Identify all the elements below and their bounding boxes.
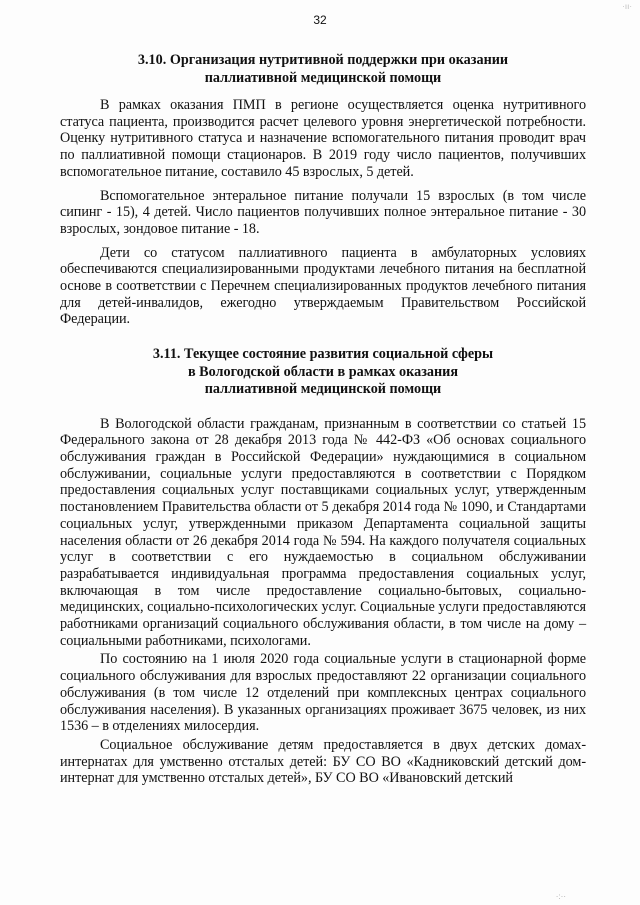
paragraph-children-homes: Социальное обслуживание детям предоставляется в двух детских домах-интернатах для умственно отсталых детей: БУ СО ВО «Кадниковский детский дом-интернат для умственно отсталых детей», БУ СО ВО «Ивановский детский — [60, 737, 586, 787]
paragraph-social-services-law: В Вологодской области гражданам, признанным в соответствии со статьей 15 Федерального закона от 28 декабря 2013 года № 442-ФЗ «Об основах социального обслуживания граждан в Российской Федерации» нуждающимися в социальном обслуживании, социальные услуги предоставляются в соответствии с Порядком предоставления социальных услуг поставщиками социальных услуг, утвержденным постановлением Правительства области от 5 декабря 2014 года № 1090, и Стандартами социальных услуг, утвержденными приказом Департамента социальной защиты населения области от 26 декабря 2014 года № 594. На каждого получателя социальных услуг в соответствии с его нуждаемостью в социальном обслуживании разрабатывается индивидуальная программа предоставления социальных услуг, включающая в том числе предоставление социально-бытовых, социально-медицинских, социально-психологических услуг. Социальные услуги предоставляются работниками организаций социального обслуживания области, в том числе на дому – социальными работниками, психологами. — [60, 415, 586, 649]
section-heading-3-10 — [60, 52, 586, 87]
paragraph-enteral-nutrition: Вспомогательное энтеральное питание получали 15 взрослых (в том числе сипинг - 15), 4 детей. Число пациентов получивших полное энтеральное питание - 30 взрослых, зондовое питание - 18. — [60, 187, 586, 237]
section-heading-3-11-line1: 3.11. Текущее состояние развития социальной сферы — [152, 346, 494, 363]
scan-artifact-mark-bottom: ·:·· — [555, 892, 566, 901]
page-number: 32 — [313, 13, 327, 27]
section-heading-3-10-line2: паллиативной медицинской помощи — [204, 69, 442, 86]
paragraph-nutritive-assessment: В рамках оказания ПМП в регионе осуществляется оценка нутритивного статуса пациента, производится расчет целевого уровня энергетической потребности. Оценку нутритивного статуса и назначение вспомогательного питания проводит врач по паллиативной помощи стационаров. В 2019 году число пациентов, получивших вспомогательное питание, составило 45 взрослых, 5 детей. — [60, 97, 586, 180]
scan-artifact-mark: ·ıı· — [622, 2, 632, 11]
paragraph-children-nutrition: Дети со статусом паллиативного пациента в амбулаторных условиях обеспечиваются специализированными продуктами лечебного питания на бесплатной основе в соответствии с Перечнем специализированных продуктов лечебного питания для детей-инвалидов, ежегодно утверждаемым Правительством Российской Федерации. — [60, 244, 586, 328]
page-content — [60, 52, 586, 787]
section-heading-3-11-line2: в Вологодской области в рамках оказания — [187, 363, 459, 380]
section-heading-3-11 — [60, 346, 586, 399]
section-heading-3-10-line1: 3.10. Организация нутритивной поддержки при оказании — [137, 52, 509, 68]
paragraph-inpatient-organizations: По состоянию на 1 июля 2020 года социальные услуги в стационарной форме социального обслуживания для взрослых предоставляют 22 организации социального обслуживания (в том числе 12 отделений при комплексных центрах социального обслуживания населения). В указанных организациях проживает 3675 человек, из них 1536 – в отделениях милосердия. — [60, 651, 586, 735]
section-heading-3-11-line3: паллиативной медицинской помощи — [204, 381, 442, 398]
